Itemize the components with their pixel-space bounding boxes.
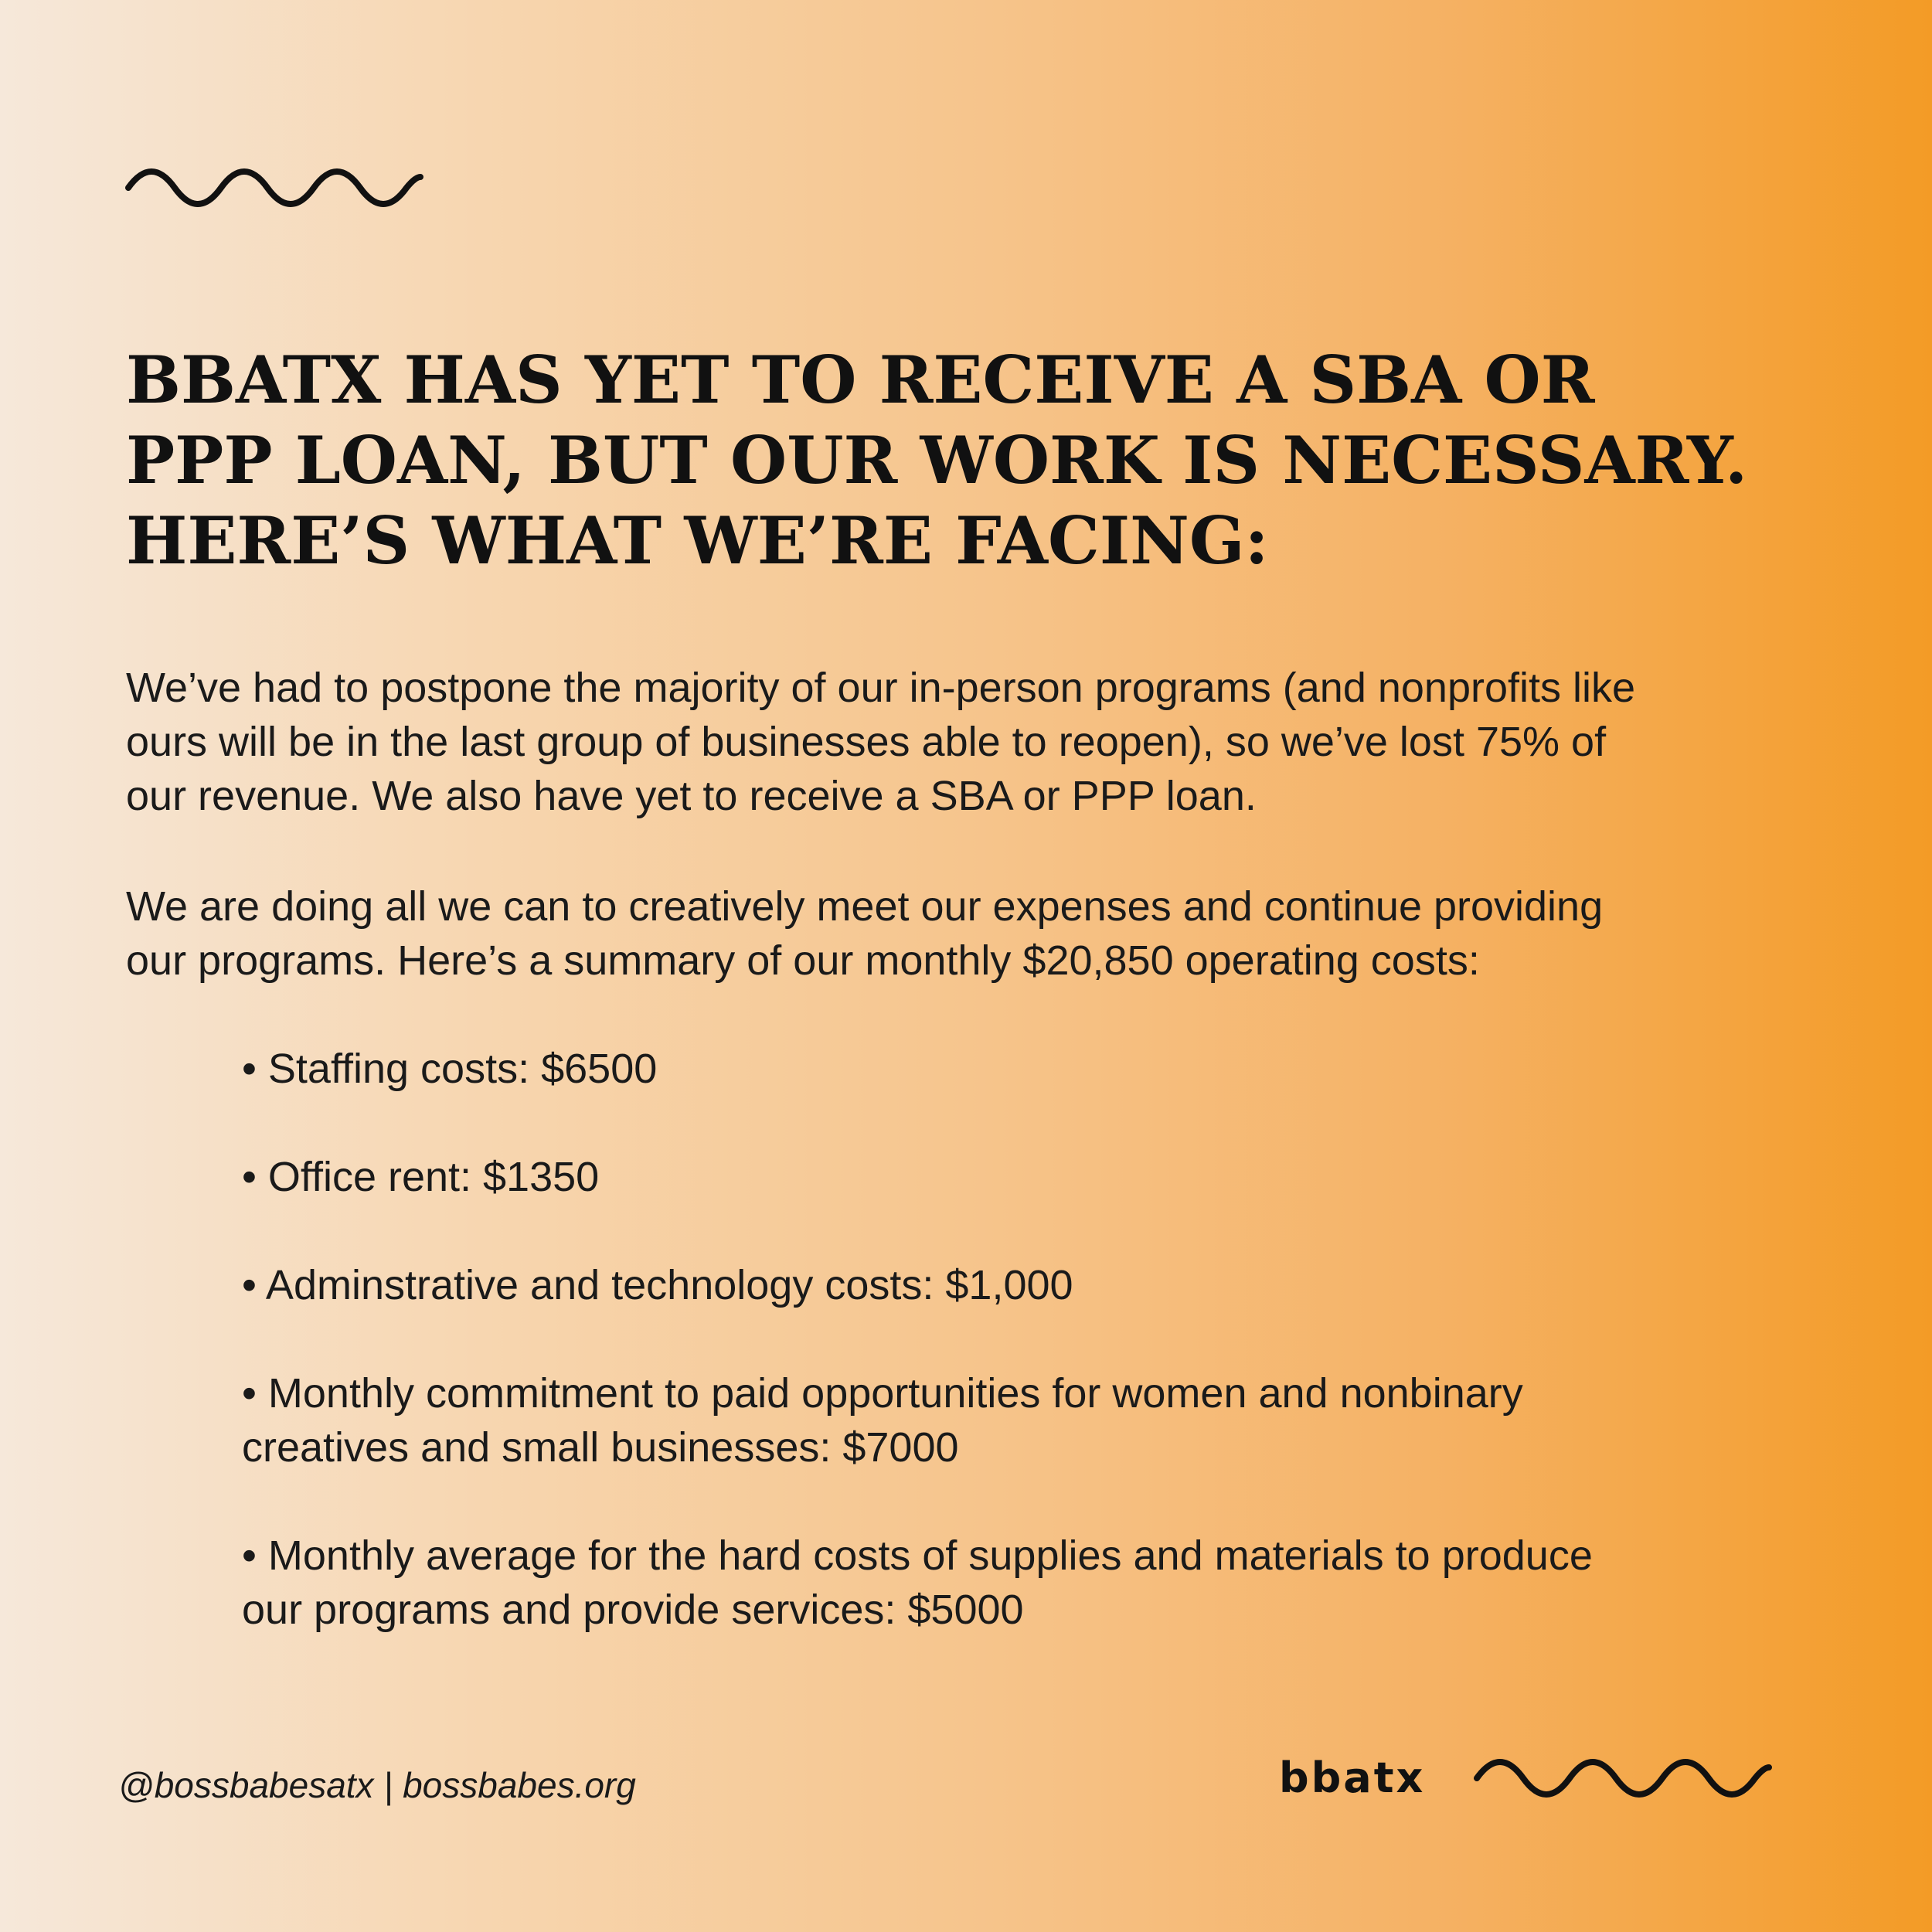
revenue-loss-paragraph (126, 661, 1826, 823)
cost-list (242, 1042, 1826, 1691)
headline-line: HERE’S WHAT WE’RE FACING: (126, 502, 1269, 579)
cost-item-text: • Adminstrative and technology costs: $1,000 (242, 1262, 1073, 1308)
paragraph-line: our programs. Here’s a summary of our monthly $20,850 operating costs: (126, 937, 1480, 984)
operating-costs-intro (126, 879, 1826, 988)
cost-item-paid-opportunities (242, 1366, 1826, 1475)
headline-line: PPP LOAN, BUT OUR WORK IS NECESSARY. (126, 422, 1748, 498)
paragraph-line: We are doing all we can to creatively meet our expenses and continue providing (126, 883, 1604, 930)
paragraph-line: our revenue. We also have yet to receive a SBA or PPP loan. (126, 773, 1257, 819)
cost-item-text: our programs and provide services: $5000 (242, 1587, 1024, 1633)
paragraph-line: ours will be in the last group of businesses able to reopen), so we’ve lost 75% of (126, 719, 1607, 765)
cost-item-text: creatives and small businesses: $7000 (242, 1424, 959, 1471)
cost-item-text: • Monthly commitment to paid opportunities for women and nonbinary (242, 1370, 1523, 1417)
cost-item-supplies-materials (242, 1529, 1826, 1637)
cost-item-admin-technology (242, 1258, 1826, 1312)
cost-item-text: • Office rent: $1350 (242, 1154, 600, 1200)
cost-item-text: • Monthly average for the hard costs of supplies and materials to produce (242, 1532, 1593, 1579)
paragraph-line: We’ve had to postpone the majority of our in-person programs (and nonprofits like (126, 665, 1636, 711)
headline (126, 340, 1842, 581)
squiggle-line-icon (1472, 1749, 1774, 1803)
cost-item-office-rent (242, 1150, 1826, 1204)
cost-item-text: • Staffing costs: $6500 (242, 1046, 658, 1092)
brand-logo: bbatx (1279, 1753, 1426, 1802)
social-handle-and-website: @bossbabesatx | bossbabes.org (118, 1765, 636, 1805)
cost-item-staffing (242, 1042, 1826, 1096)
headline-line: BBATX HAS YET TO RECEIVE A SBA OR (126, 342, 1595, 418)
squiggle-line-icon (124, 158, 425, 213)
